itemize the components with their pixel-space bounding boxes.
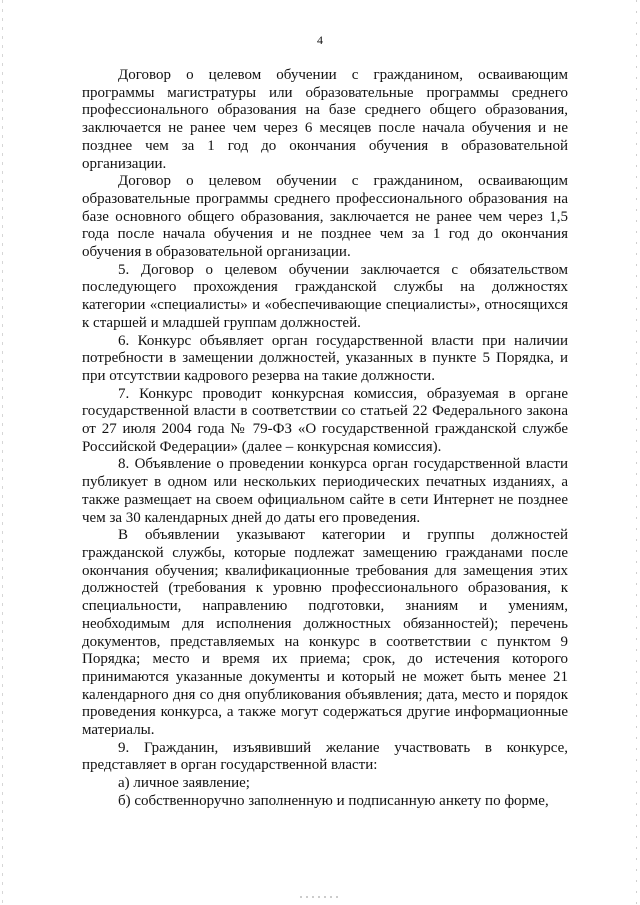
paragraph-item-7: 7. Конкурс проводит конкурсная комиссия, образуемая в органе государственной власти в соответствии со статьей 22 Федерального закона от 27 июля 2004 года № 79-ФЗ «О государственной гражданской службе Российской Федерации» (далее – конкурсная комиссия). <box>82 385 568 455</box>
paragraph-item-6: 6. Конкурс объявляет орган государственной власти при наличии потребности в замещении должностей, указанных в пункте 5 Порядка, и при отсутствии кадрового резерва на такие должности. <box>82 332 568 384</box>
paragraph-announcement-contents: В объявлении указывают категории и группы должностей гражданской службы, которые подлежат замещению гражданами после окончания обучения; квалификационные требования для замещения этих должностей (требования к уровню профессионального образования, к специальности, направлению подготовки, знаниям и умениям, необходимым для исполнения должностных обязанностей); перечень документов, представляемых на конкурс в соответствии с пунктом 9 Порядка; место и время их приема; срок, до истечения которого принимаются указанные документы и который не может быть менее 21 календарного дня со дня опубликования объявления; дата, место и порядок проведения конкурса, а также могут содержаться другие информационные материалы. <box>82 527 568 739</box>
paragraph-target-training-basic: Договор о целевом обучении с гражданином, осваивающим образовательные программы среднего профессионального образования на базе основного общего образования, заключается не ранее чем через 1,5 года после начала обучения и не позднее чем за 1 год до окончания обучения в образовательной организации. <box>82 173 568 261</box>
paragraph-item-5: 5. Договор о целевом обучении заключается с обязательством последующего прохождения гражданской службы на должностях категории «специалисты» и «обеспечивающие специалисты», относящихся к старшей и младшей группам должностей. <box>82 261 568 331</box>
scan-edge-left <box>2 0 3 905</box>
scan-artifact-bottom <box>300 896 340 898</box>
list-item-b: б) собственноручно заполненную и подписанную анкету по форме, <box>118 792 549 809</box>
page-number: 4 <box>317 33 323 47</box>
list-item-a: а) личное заявление; <box>118 775 250 792</box>
paragraph-item-8: 8. Объявление о проведении конкурса орган государственной власти публикует в одном или нескольких периодических печатных изданиях, а также размещает на своем официальном сайте в сети Интернет не позднее чем за 30 календарных дней до даты его проведения. <box>82 456 568 526</box>
paragraph-target-training-magistracy: Договор о целевом обучении с гражданином, осваивающим программы магистратуры или образовательные программы среднего профессионального образования на базе среднего общего образования, заключается не ранее чем через 6 месяцев после начала обучения и не позднее чем за 1 год до окончания обучения в образовательной организации. <box>82 67 568 172</box>
scan-edge-right <box>636 0 637 905</box>
paragraph-item-9: 9. Гражданин, изъявивший желание участвовать в конкурсе, представляет в орган государственной власти: <box>82 739 568 774</box>
document-body <box>82 67 568 811</box>
